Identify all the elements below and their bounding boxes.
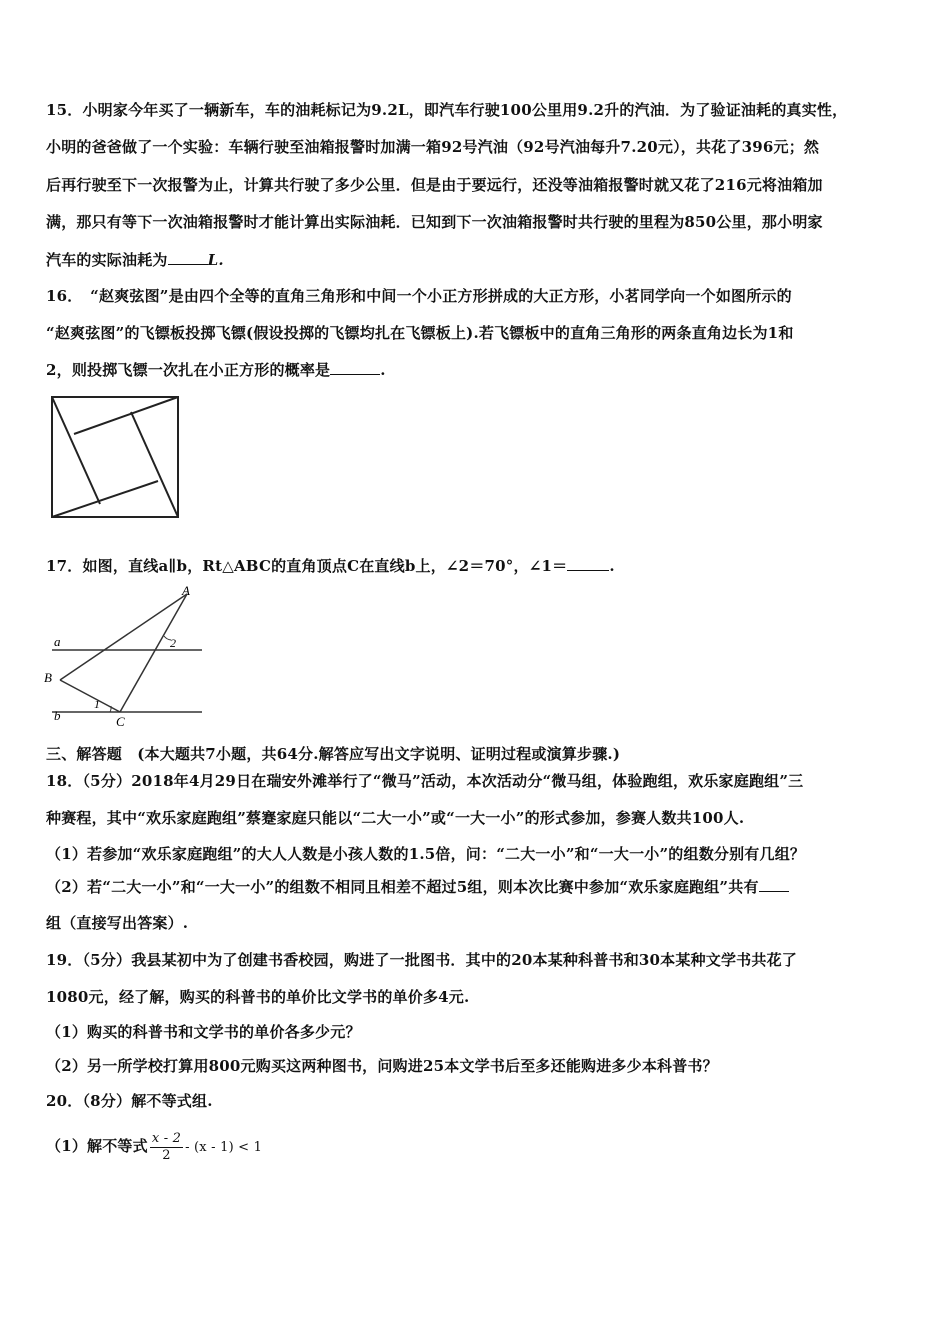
q16-line-2: “赵爽弦图”的飞镖板投掷飞镖(假设投掷的飞镖均扎在飞镖板上).若飞镖板中的直角三角形的两条直角边长为1和 [46,324,794,342]
q20-sub1-label: （1）解不等式 [46,1137,148,1155]
q16-text: 2，则投掷飞镖一次扎在小正方形的概率是 [46,361,331,379]
q18-sub2 [46,877,914,897]
q16-line-3 [46,360,914,380]
q17-line [46,556,914,576]
q20-numerator: x - 2 [151,1130,182,1146]
q20-denominator: 2 [162,1147,171,1163]
q17-answer-blank [567,556,609,571]
label-angle-2: 2 [170,636,176,650]
q20-expression-rest: - (x - 1) < 1 [185,1140,263,1155]
q20-fraction [150,1131,183,1164]
q17-end: . [609,557,615,575]
q16-answer-blank [330,360,380,375]
zhao-shuang-diagram [46,394,182,522]
q16-line-1: 16． “赵爽弦图”是由四个全等的直角三角形和中间一个小正方形拼成的大正方形，小茗同学向一个如图所示的 [46,287,792,305]
q18-sub1: （1）若参加“欢乐家庭跑组”的大人人数是小孩人数的1.5倍，问：“二大一小”和“一大一小”的组数分别有几组？ [46,845,806,863]
q18-answer-blank [759,877,789,892]
q19-line-1: 19．（5分）我县某初中为了创建书香校园，购进了一批图书．其中的20本某种科普书和30本某种文学书共花了 [46,951,797,969]
q19-line-2: 1080元，经了解，购买的科普书的单价比文学书的单价多4元. [46,988,470,1006]
q15-line-3: 后再行驶至下一次报警为止，计算共行驶了多少公里．但是由于要远行，还没等油箱报警时就又花了216元将油箱加 [46,176,823,194]
q19-sub2: （2）另一所学校打算用800元购买这两种图书，问购进25本文学书后至多还能购进多少本科普书？ [46,1057,718,1075]
q15-line-5 [46,250,914,270]
label-A: A [182,584,190,598]
q20-title: 20．（8分）解不等式组. [46,1092,213,1110]
q15-answer-blank [168,250,208,265]
label-B: B [44,670,52,685]
label-C: C [116,714,125,729]
q15-line-2: 小明的爸爸做了一个实验：车辆行驶至油箱报警时加满一箱92号汽油（92号汽油每升7.20元），共花了396元；然 [46,138,820,156]
parallel-lines-triangle-figure [40,584,210,730]
q19-sub1: （1）购买的科普书和文学书的单价各多少元？ [46,1023,361,1041]
label-line-a: a [54,634,61,649]
q16-end: . [380,361,386,379]
section-3-heading: 三、解答题 (本大题共7小题，共64分.解答应写出文字说明、证明过程或演算步骤.) [46,745,621,763]
q15-text: 汽车的实际油耗为 [46,251,168,269]
q18-line-2: 种赛程，其中“欢乐家庭跑组”蔡蹇家庭只能以“二大一小”或“一大一小”的形式参加，参赛人数共100人. [46,809,745,827]
label-line-b: b [54,708,61,723]
label-angle-1: 1 [94,697,100,711]
q15-line-1: 15．小明家今年买了一辆新车，车的油耗标记为9.2L，即汽车行驶100公里用9.2升的汽油．为了验证油耗的真实性， [46,101,848,119]
q20-sub1 [46,1126,914,1166]
q18-line-1: 18．（5分）2018年4月29日在瑞安外滩举行了“微马”活动，本次活动分“微马组，体验跑组，欢乐家庭跑组”三 [46,772,804,790]
q15-line-4: 满，那只有等下一次油箱报警时才能计算出实际油耗．已知到下一次油箱报警时共行驶的里程为850公里，那小明家 [46,213,823,231]
q17-text: 17．如图，直线a∥b，Rt△ABC的直角顶点C在直线b上，∠2＝70°，∠1＝ [46,557,568,575]
q18-sub2-end: 组（直接写出答案）. [46,914,189,932]
q18-sub2-text: （2）若“二大一小”和“一大一小”的组数不相同且相差不超过5组，则本次比赛中参加“欢乐家庭跑组”共有 [46,878,759,896]
q15-unit: L. [207,251,224,269]
